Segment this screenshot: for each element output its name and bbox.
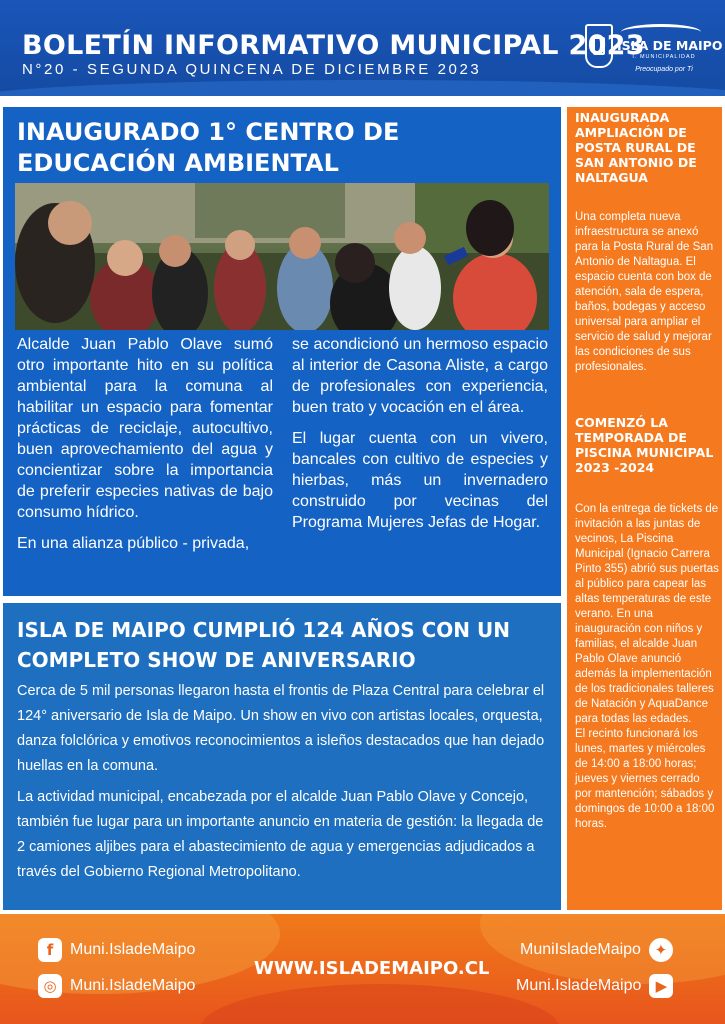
sidebar-news xyxy=(567,107,722,910)
twitter-link[interactable] xyxy=(520,938,673,962)
newsletter-title: BOLETÍN INFORMATIVO MUNICIPAL 2023 xyxy=(22,30,645,61)
article-anniversary xyxy=(3,603,561,910)
photo-illustration xyxy=(15,183,549,330)
article1-title: INAUGURADO 1° CENTRO DE EDUCACIÓN AMBIENTAL xyxy=(17,118,400,177)
instagram-link[interactable] xyxy=(38,974,195,998)
article-environmental-center xyxy=(3,107,561,596)
youtube-handle: Muni.IsladeMaipo xyxy=(516,977,642,994)
logo-municipality: I. MUNICIPALIDAD xyxy=(632,54,696,60)
article2-title: ISLA DE MAIPO CUMPLIÓ 124 AÑOS CON UN COMPLETO SHOW DE ANIVERSARIO xyxy=(17,618,510,672)
article1-photo xyxy=(15,183,549,330)
youtube-link[interactable] xyxy=(516,974,673,998)
sidebar-item1-body: Una completa nueva infraestructura se anexó para la Posta Rural de San Antonio de Naltagua. El espacio cuenta con box de atención, sala de espera, baños, bodegas y acceso universal para ampliar el servicio de salud y mejorar las condiciones de sus profesionales. xyxy=(575,211,714,373)
sidebar-item2-schedule: El recinto funcionará los lunes, martes y miércoles de 14:00 a 18:00 horas; jueves y viernes cerrado por mantención; sábados y domingos de 10:00 a 18:00 horas. xyxy=(575,728,715,830)
article1-paragraph: se acondicionó un hermoso espacio al interior de Casona Aliste, a cargo de profesionales con experiencia, buen trato y vocación en el área. xyxy=(292,336,548,416)
sidebar-item2-body: Con la entrega de tickets de invitación a las juntas de vecinos, La Piscina Municipal (Ignacio Carrera Pinto 355) abrió sus puertas al público para capear las altas temperaturas de este verano. En una inauguración con niños y familias, el alcalde Juan Pablo Olave anunció además la implementación de los tradicionales talleres de Natación y AquaDance para todas las edades. xyxy=(575,503,719,725)
twitter-icon: ✦ xyxy=(649,938,673,962)
youtube-icon: ▶ xyxy=(649,974,673,998)
article2-paragraph: Cerca de 5 mil personas llegaron hasta el frontis de Plaza Central para celebrar el 124° aniversario de Isla de Maipo. Un show en vivo con artistas locales, orquesta, danza folclórica y emotivos reconocimientos a isleños destacados que han dejado huellas en la comuna. xyxy=(17,683,545,774)
crest-icon xyxy=(585,24,613,68)
newsletter-subtitle: N°20 - SEGUNDA QUINCENA DE DICIEMBRE 2023 xyxy=(22,61,482,78)
instagram-icon: ◎ xyxy=(38,974,62,998)
website-link[interactable]: WWW.ISLADEMAIPO.CL xyxy=(254,958,490,979)
article1-paragraph: En una alianza público - privada, xyxy=(17,535,250,552)
twitter-handle: MuniIsladeMaipo xyxy=(520,941,641,958)
municipality-logo xyxy=(585,22,723,82)
sidebar-item1-title: INAUGURADA AMPLIACIÓN DE POSTA RURAL DE SAN ANTONIO DE NALTAGUA xyxy=(575,110,697,185)
sidebar-item2-title: COMENZÓ LA TEMPORADA DE PISCINA MUNICIPAL 2023 -2024 xyxy=(575,415,714,475)
logo-name: ISLA DE MAIPO xyxy=(617,38,723,53)
article2-paragraph: La actividad municipal, encabezada por el alcalde Juan Pablo Olave y Concejo, también fue lugar para un importante anuncio en materia de gestión: la llegada de 2 camiones aljibes para el abastecimiento de agua y emergencias adjudicados a través del Gobierno Regional Metropolitano. xyxy=(17,789,544,880)
logo-slogan: Preocupado por Ti xyxy=(635,66,693,73)
facebook-link[interactable] xyxy=(38,938,195,962)
article1-paragraph: El lugar cuenta con un vivero, bancales con cultivo de especies y hierbas, más un invernadero construido por vecinas del Programa Mujeres Jefas de Hogar. xyxy=(292,430,548,531)
header-banner xyxy=(0,0,725,100)
footer-bar xyxy=(0,914,725,1024)
facebook-handle: Muni.IsladeMaipo xyxy=(70,941,196,958)
article1-paragraph: Alcalde Juan Pablo Olave sumó otro importante hito en su política ambiental para la comuna al habilitar un espacio para fomentar prácticas de reciclaje, autocultivo, buen aprovechamiento del agua y concientizar sobre la importancia de preferir especies nativas de bajo consumo hídrico. xyxy=(17,336,273,521)
facebook-icon: f xyxy=(38,938,62,962)
instagram-handle: Muni.IsladeMaipo xyxy=(70,977,196,994)
